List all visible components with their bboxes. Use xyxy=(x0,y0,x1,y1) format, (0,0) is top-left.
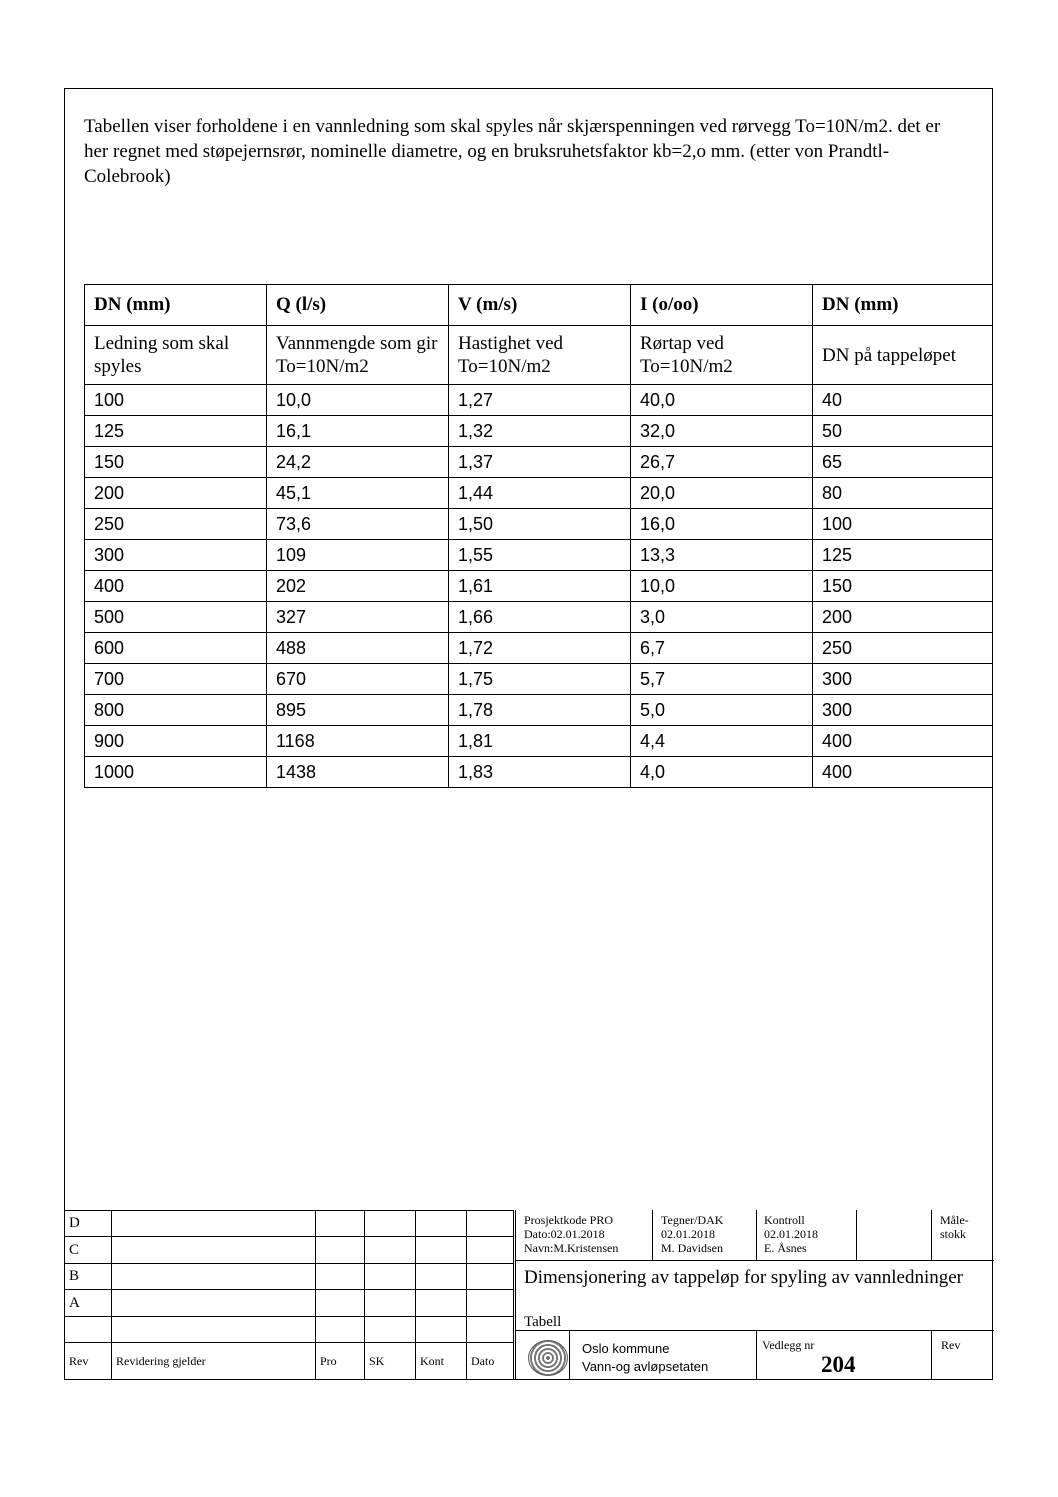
subheader: Hastighet ved To=10N/m2 xyxy=(449,326,631,385)
table-cell: 202 xyxy=(267,571,449,602)
subheader: Rørtap ved To=10N/m2 xyxy=(631,326,813,385)
table-cell: 400 xyxy=(85,571,267,602)
table-cell: 670 xyxy=(267,664,449,695)
table-row xyxy=(85,509,993,540)
table-cell: 500 xyxy=(85,602,267,633)
rev-header: Rev xyxy=(65,1343,112,1380)
table-cell: 895 xyxy=(267,695,449,726)
table-cell: 4,0 xyxy=(631,757,813,788)
rev-letter: D xyxy=(65,1211,112,1237)
table-cell: 700 xyxy=(85,664,267,695)
table-cell: 1,50 xyxy=(449,509,631,540)
table-cell: 125 xyxy=(813,540,993,571)
drawing-title: Dimensjonering av tappeløp for spyling av vannledninger xyxy=(524,1267,964,1288)
control-info: Kontroll 02.01.2018 E. Åsnes xyxy=(764,1213,818,1255)
organization: Oslo kommune Vann-og avløpsetaten xyxy=(582,1341,709,1374)
table-cell: 200 xyxy=(85,478,267,509)
table-row xyxy=(85,571,993,602)
table-cell: 1,27 xyxy=(449,385,631,416)
table-row xyxy=(85,664,993,695)
table-cell: 125 xyxy=(85,416,267,447)
table-cell: 3,0 xyxy=(631,602,813,633)
table-cell: 150 xyxy=(85,447,267,478)
table-cell: 400 xyxy=(813,726,993,757)
table-row xyxy=(85,447,993,478)
table-cell: 1,44 xyxy=(449,478,631,509)
rev-header: Dato xyxy=(467,1343,514,1380)
table-cell: 100 xyxy=(813,509,993,540)
table-cell: 40 xyxy=(813,385,993,416)
header-i: I (o/oo) xyxy=(631,285,813,326)
table-cell: 20,0 xyxy=(631,478,813,509)
municipal-seal-icon xyxy=(528,1340,568,1376)
table-cell: 1438 xyxy=(267,757,449,788)
table-cell: 6,7 xyxy=(631,633,813,664)
table-cell: 24,2 xyxy=(267,447,449,478)
vedlegg-label: Vedlegg nr xyxy=(762,1338,815,1352)
header-q: Q (l/s) xyxy=(267,285,449,326)
table-cell: 250 xyxy=(813,633,993,664)
title-block xyxy=(64,1210,993,1380)
rev-label: Rev xyxy=(941,1338,961,1352)
rev-header: Pro xyxy=(316,1343,365,1380)
table-cell: 488 xyxy=(267,633,449,664)
table-row xyxy=(85,757,993,788)
rev-letter: B xyxy=(65,1263,112,1289)
table-cell: 50 xyxy=(813,416,993,447)
table-cell: 600 xyxy=(85,633,267,664)
table-row xyxy=(85,540,993,571)
rev-header: Revidering gjelder xyxy=(112,1343,316,1380)
table-cell: 250 xyxy=(85,509,267,540)
table-cell: 1,61 xyxy=(449,571,631,602)
table-cell: 1,75 xyxy=(449,664,631,695)
table-cell: 16,0 xyxy=(631,509,813,540)
table-row xyxy=(85,478,993,509)
subheader: Vannmengde som gir To=10N/m2 xyxy=(267,326,449,385)
table-cell: 150 xyxy=(813,571,993,602)
table-row xyxy=(85,695,993,726)
revision-table xyxy=(64,1210,514,1380)
intro-text: Tabellen viser forholdene i en vannledning som skal spyles når skjærspenningen ved rørvegg To=10N/m2. det er her regnet med støpejernsrør, nominelle diametre, og en bruksruhetsfaktor kb=2,o mm. (etter von Prandtl-Colebrook) xyxy=(84,116,941,187)
rev-header: Kont xyxy=(416,1343,467,1380)
project-info: Prosjektkode PRO Dato:02.01.2018 Navn:M.Kristensen xyxy=(524,1213,619,1255)
data-table xyxy=(84,284,993,788)
table-cell: 10,0 xyxy=(631,571,813,602)
table-cell: 1,32 xyxy=(449,416,631,447)
rev-letter: C xyxy=(65,1237,112,1263)
table-cell: 900 xyxy=(85,726,267,757)
table-cell: 45,1 xyxy=(267,478,449,509)
table-cell: 1,83 xyxy=(449,757,631,788)
table-cell: 65 xyxy=(813,447,993,478)
table-cell: 80 xyxy=(813,478,993,509)
table-cell: 800 xyxy=(85,695,267,726)
table-cell: 40,0 xyxy=(631,385,813,416)
table-cell: 10,0 xyxy=(267,385,449,416)
table-cell: 16,1 xyxy=(267,416,449,447)
table-cell: 327 xyxy=(267,602,449,633)
subheader: Ledning som skal spyles xyxy=(85,326,267,385)
table-cell: 1,81 xyxy=(449,726,631,757)
table-cell: 4,4 xyxy=(631,726,813,757)
table-cell: 100 xyxy=(85,385,267,416)
table-cell: 73,6 xyxy=(267,509,449,540)
header-v: V (m/s) xyxy=(449,285,631,326)
header-dn-tap: DN (mm) xyxy=(813,285,993,326)
table-cell: 1,78 xyxy=(449,695,631,726)
table-cell: 300 xyxy=(85,540,267,571)
table-cell: 32,0 xyxy=(631,416,813,447)
scale-label: Måle-stokk xyxy=(940,1213,969,1241)
table-row xyxy=(85,385,993,416)
table-cell: 5,7 xyxy=(631,664,813,695)
table-cell: 1000 xyxy=(85,757,267,788)
table-cell: 1168 xyxy=(267,726,449,757)
table-cell: 1,72 xyxy=(449,633,631,664)
table-cell: 300 xyxy=(813,695,993,726)
subheader: DN på tappeløpet xyxy=(813,326,993,385)
table-row xyxy=(85,602,993,633)
table-cell: 13,3 xyxy=(631,540,813,571)
table-row xyxy=(85,633,993,664)
drawing-subtitle: Tabell xyxy=(524,1314,562,1330)
table-cell: 200 xyxy=(813,602,993,633)
rev-header: SK xyxy=(365,1343,416,1380)
title-block-right xyxy=(515,1210,994,1380)
vedlegg-number: 204 xyxy=(821,1352,856,1377)
rev-letter: A xyxy=(65,1290,112,1316)
table-cell: 5,0 xyxy=(631,695,813,726)
table-cell: 109 xyxy=(267,540,449,571)
table-cell: 1,37 xyxy=(449,447,631,478)
table-cell: 1,55 xyxy=(449,540,631,571)
table-row xyxy=(85,416,993,447)
table-cell: 26,7 xyxy=(631,447,813,478)
table-row xyxy=(85,726,993,757)
header-dn: DN (mm) xyxy=(85,285,267,326)
table-cell: 1,66 xyxy=(449,602,631,633)
drawer-info: Tegner/DAK 02.01.2018 M. Davidsen xyxy=(661,1213,724,1255)
table-cell: 400 xyxy=(813,757,993,788)
table-cell: 300 xyxy=(813,664,993,695)
